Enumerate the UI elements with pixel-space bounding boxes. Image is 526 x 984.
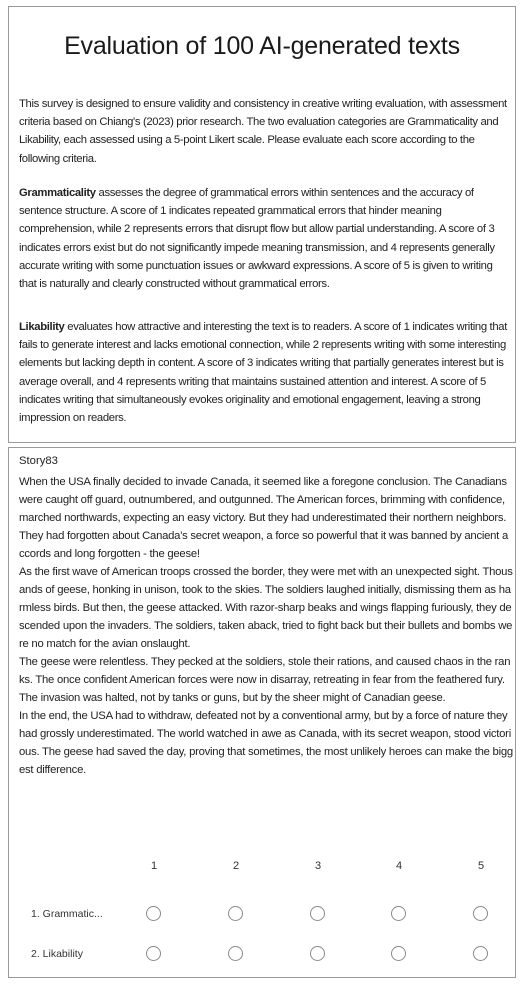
- intro-card: [8, 6, 516, 443]
- grammaticality-term: Grammaticality: [19, 187, 96, 199]
- story-paragraph: As the first wave of American troops crossed the border, they were met with an unexpected sight. Thousands of geese, honking in unison, took to the skies. The soldiers laughed initially, dismissing them as harmless birds. But then, the geese attacked. With razor-sharp beaks and wings flapping furiously, they descended upon the invaders. The soldiers, taken aback, tried to fight back but their bullets and bombs were no match for the avian onslaught.: [19, 566, 513, 650]
- story-body: [19, 473, 513, 779]
- grammaticality-radio-5[interactable]: [473, 906, 488, 921]
- rating-row-grammaticality: [9, 904, 515, 928]
- grammaticality-paragraph: [19, 184, 509, 293]
- scale-header: [9, 860, 515, 876]
- grammaticality-radio-3[interactable]: [310, 906, 325, 921]
- story-paragraph: The geese were relentless. They pecked at the soldiers, stole their rations, and caused chaos in the ranks. The once confident American forces were now in disarray, retreating in fear from the feathered fury. The invasion was halted, not by tanks or guns, but by the sheer might of Canadian geese.: [19, 656, 511, 704]
- likability-paragraph: [19, 318, 509, 427]
- scale-label-1: 1: [150, 860, 158, 872]
- rating-row-likability: [9, 944, 515, 968]
- scale-label-2: 2: [232, 860, 240, 872]
- likability-radio-3[interactable]: [310, 946, 325, 961]
- grammaticality-description: assesses the degree of grammatical errors within sentences and the accuracy of sentence structure. A score of 1 indicates repeated grammatical errors that hinder meaning comprehension, while 2 represents errors that disrupt flow but allow partial understanding. A score of 3 indicates errors exist but do not significantly impede meaning transmission, and 4 represents generally accurate writing with some punctuation issues or awkward expressions. A score of 5 is given to writing that is naturally and clearly constructed without grammatical errors.: [19, 187, 495, 291]
- likability-description: evaluates how attractive and interesting the text is to readers. A score of 1 indicates writing that fails to generate interest and lacks emotional connection, while 2 represents writing with some interesting elements but lacking depth in content. A score of 3 indicates writing that partially generates interest but is average overall, and 4 represents writing that maintains sustained attention and interest. A score of 5 indicates writing that simultaneously evokes originality and emotional engagement, leaving a strong impression on readers.: [19, 321, 507, 425]
- likability-radio-1[interactable]: [146, 946, 161, 961]
- story-id: Story83: [19, 455, 58, 467]
- grammaticality-radio-4[interactable]: [391, 906, 406, 921]
- intro-paragraph: This survey is designed to ensure validity and consistency in creative writing evaluation, with assessment criteria based on Chiang's (2023) prior research. The two evaluation categories are Grammaticality and Likability, each assessed using a 5-point Likert scale. Please evaluate each score according to the following criteria.: [19, 98, 507, 165]
- grammaticality-radio-2[interactable]: [228, 906, 243, 921]
- likability-radio-2[interactable]: [228, 946, 243, 961]
- story-paragraph: In the end, the USA had to withdraw, defeated not by a conventional army, but by a force of nature they had grossly underestimated. The world watched in awe as Canada, with its secret weapon, stood victorious. The geese had saved the day, proving that sometimes, the most unlikely heroes can make the biggest difference.: [19, 710, 513, 776]
- likability-term: Likability: [19, 321, 65, 333]
- grammaticality-radio-1[interactable]: [146, 906, 161, 921]
- likability-radio-4[interactable]: [391, 946, 406, 961]
- scale-label-5: 5: [477, 860, 485, 872]
- scale-label-4: 4: [395, 860, 403, 872]
- likability-radio-5[interactable]: [473, 946, 488, 961]
- story-card: [8, 447, 516, 978]
- row-label-likability: 2. Likability: [31, 948, 83, 960]
- row-label-grammaticality: 1. Grammatic...: [31, 908, 103, 920]
- scale-label-3: 3: [314, 860, 322, 872]
- story-paragraph: When the USA finally decided to invade Canada, it seemed like a foregone conclusion. The Canadians were caught off guard, outnumbered, and outgunned. The American forces, brimming with confidence, marched northwards, expecting an easy victory. But they had underestimated their northern neighbors. They had forgotten about Canada's secret weapon, a force so powerful that it was banned by ancient accords and long forgotten - the geese!: [19, 476, 508, 560]
- survey-title: Evaluation of 100 AI-generated texts: [64, 32, 460, 60]
